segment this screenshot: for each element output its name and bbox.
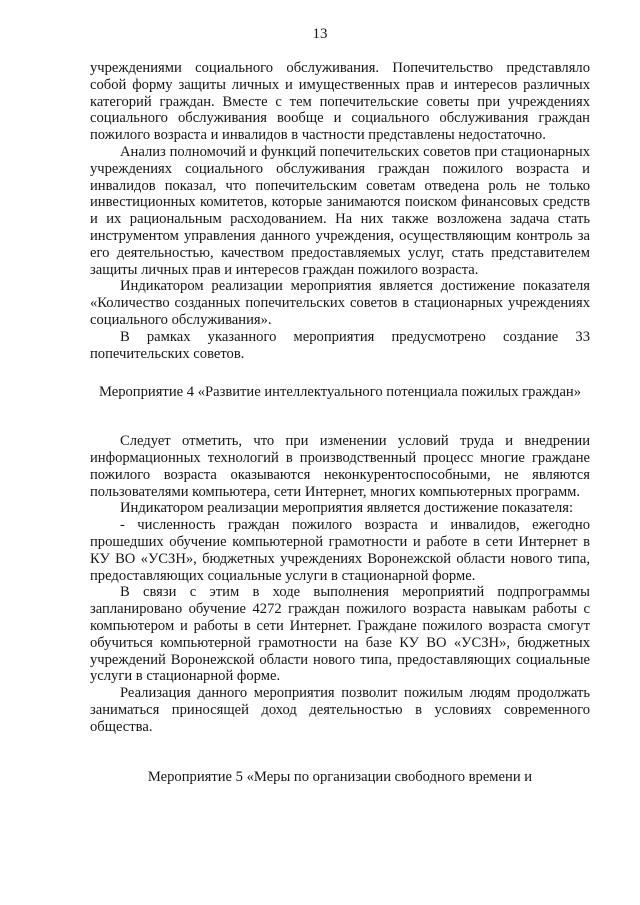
list-item: - численность граждан пожилого возраста и инвалидов, ежегодно прошедших обучение компьютерной грамотности и работе в сети Интернет в КУ ВО «УСЗН», бюджетных учреждениях Воронежской области нового типа, предоставляющих социальные услуги в стационарной форме. bbox=[90, 517, 590, 584]
section-heading: Мероприятие 5 «Меры по организации свободного времени и bbox=[147, 769, 533, 786]
paragraph: Анализ полномочий и функций попечительских советов при стационарных учреждениях социального обслуживания граждан пожилого возраста и инвалидов показал, что попечительским советам отведена роль не только инвестиционных комитетов, которые занимаются поиском финансовых средств и их рациональным расходованием. На них также возложена задача стать инструментом управления данного учреждения, осуществляющим контроль за его деятельностью, качеством предоставляемых услуг, стать представителем защиты личных прав и интересов граждан пожилого возраста. bbox=[90, 143, 590, 278]
paragraph: Индикатором реализации мероприятия является достижение показателя «Количество созданных попечительских советов в стационарных учреждениях социального обслуживания». bbox=[90, 278, 590, 328]
section-heading: Мероприятие 4 «Развитие интеллектуального потенциала пожилых граждан» bbox=[98, 384, 582, 401]
document-body bbox=[90, 60, 590, 786]
paragraph: В рамках указанного мероприятия предусмотрено создание 33 попечительских советов. bbox=[90, 328, 590, 362]
paragraph: Реализация данного мероприятия позволит пожилым людям продолжать заниматься приносящей доход деятельностью в условиях современного общества. bbox=[90, 685, 590, 735]
page-number: 13 bbox=[312, 26, 328, 42]
paragraph: учреждениями социального обслуживания. Попечительство представляло собой форму защиты личных и имущественных прав и интересов различных категорий граждан. Вместе с тем попечительские советы при учреждениях социального обслуживания вообще и социального обслуживания граждан пожилого возраста и инвалидов в частности представлены недостаточно. bbox=[90, 60, 590, 144]
paragraph: Индикатором реализации мероприятия является достижение показателя: bbox=[120, 500, 574, 517]
paragraph: В связи с этим в ходе выполнения мероприятий подпрограммы запланировано обучение 4272 граждан пожилого возраста навыкам работы с компьютером и работы в сети Интернет. Граждане пожилого возраста смогут обучиться компьютерной грамотности на базе КУ ВО «УСЗН», бюджетных учреждений Воронежской области нового типа, предоставляющих социальные услуги в стационарной форме. bbox=[90, 584, 590, 685]
paragraph: Следует отметить, что при изменении условий труда и внедрении информационных технологий в производственный процесс многие граждане пожилого возраста оказываются неконкурентоспособными, не являются пользователями компьютера, сети Интернет, многих компьютерных программ. bbox=[90, 433, 590, 500]
